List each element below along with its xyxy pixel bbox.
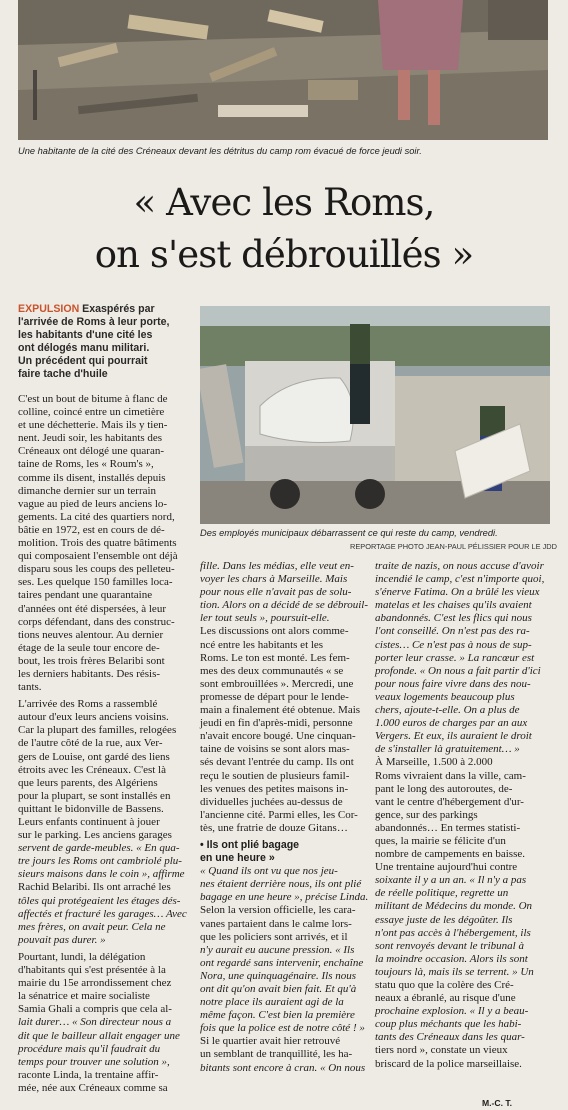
body-text-line: chers, ajoute-t-elle. On a plus de <box>375 704 520 717</box>
body-text-line: mée, née aux Créneaux comme sa <box>18 1081 168 1094</box>
body-text-line: profonde. « On nous a fait partir d'ici <box>375 664 541 677</box>
body-text-line: « Quand ils ont vu que nos jeu- <box>200 865 338 878</box>
body-text-line: autour d'eux leurs anciens voisins. <box>18 711 169 724</box>
body-text-line: taine de Roms, les « Roum's », <box>18 458 154 471</box>
body-text-line: Samia Ghali a compris que cela al- <box>18 1003 172 1016</box>
body-text-line: n'ont pas accès à l'hébergement, ils <box>375 926 531 939</box>
body-text-line: raconte Linda, la trentaine affir- <box>18 1068 159 1081</box>
body-text-line: servent de garde-meubles. « En qua- <box>18 842 180 855</box>
body-text-line: tants des Créneaux dans les quar- <box>375 1031 525 1044</box>
body-text-line: essaye juste de les dégoûter. Ils <box>375 913 513 926</box>
body-text-line: militant de Médecins du monde. On <box>375 900 533 913</box>
body-text-line: sés devant l'entrée du camp. Ils ont <box>200 756 354 769</box>
body-text-line: ont regardé sans intervenir, enchaîne <box>200 956 364 969</box>
body-text-line: que leurs parents, des Algériens <box>18 776 158 789</box>
body-text-line: promesse de départ pour le lende- <box>200 690 349 703</box>
body-text-line: n'avait encore bougé. Une cinquan- <box>200 730 356 743</box>
body-text-line: Vergers. Et eux, ils auraient le droit <box>375 730 532 743</box>
body-text-line: Leurs enfants continuent à jouer <box>18 816 160 828</box>
body-text-line: matelas et les chaises qu'ils avaient <box>375 599 532 612</box>
body-text-line: dividuelles juchées au-dessus de <box>200 795 343 808</box>
lead-line: faire tache d'huile <box>18 368 108 380</box>
body-text-line: Créneaux ont délogé une quaran- <box>18 445 164 458</box>
body-text-line: tants. <box>18 681 42 694</box>
body-text-line: pour la plupart, se sont installés en <box>18 789 171 802</box>
body-text-line: coup plus méchants que les habi- <box>375 1018 522 1031</box>
body-text-line: pour nous faire vivre dans des nou- <box>375 677 531 690</box>
body-text-line: tôles qui protégeaient les étages dés- <box>18 894 181 907</box>
body-text-line: affectés et fracturé les garages… Avec <box>18 907 187 920</box>
lead-line <box>18 303 196 316</box>
body-text-line: dit que le bailleur allait engager une <box>18 1029 180 1042</box>
body-text-line: cistes… Ce n'est pas à nous de sup- <box>375 638 532 651</box>
body-text-line: qui composaient l'ensemble ont déjà <box>18 550 178 563</box>
body-text-line: fois que la police est de notre côté ! » <box>200 1022 365 1035</box>
body-text-line: l'ont conseillé. On n'est pas des ra- <box>375 625 530 638</box>
body-text-line: pour nous elle n'avait pas de solu- <box>200 586 352 599</box>
body-text-line: abandonnés. C'est les flics qui nous <box>375 612 532 625</box>
photo-camp-debris <box>18 0 548 140</box>
lead-line: Un précédent qui pourrait <box>18 355 148 367</box>
body-text-line: vanes partaient dans le calme lors- <box>200 917 352 930</box>
body-text-line: ques, la mairie se félicite d'un <box>375 834 506 847</box>
body-text-line: vant le centre d'hébergement d'ur- <box>375 795 524 808</box>
body-text-line: n'y aurait eu aucune pression. « Ils <box>200 943 355 956</box>
photo-caption-top: Une habitante de la cité des Créneaux devant les détritus du camp rom évacué de force jeudi soir. <box>18 146 422 156</box>
headline-line-1: « Avec les Roms, <box>133 181 435 224</box>
body-text-line: mes des deux communautés « se <box>200 664 344 677</box>
body-text-line: bitants sont encore à cran. « On nous <box>200 1061 366 1074</box>
body-text-line: fille. Dans les médias, elle veut en- <box>200 560 354 572</box>
body-text-line: statu quo que la colère des Cré- <box>375 979 514 991</box>
lead-line: ont délogés manu militari. <box>18 342 150 354</box>
body-text-line: s'énerve Fatima. On a brûlé les vieux <box>375 586 540 599</box>
body-text-line: molition. Trois des quatre bâtiments <box>18 537 177 550</box>
body-text-line: tions neuves alentour. Au dernier <box>18 628 164 641</box>
article-column-1 <box>18 393 198 1095</box>
body-text-line: tès, une fratrie de douze Gitans… <box>200 821 348 834</box>
lead-text: Exaspérés par <box>79 303 155 315</box>
body-text-line: prochaine explosion. « Il y a beau- <box>375 1005 529 1018</box>
lead-line: l'arrivée de Roms à leur porte, <box>18 316 170 328</box>
subheading-line: en une heure » <box>200 852 275 865</box>
body-text-line: taine de voisins se sont alors mas- <box>200 743 350 756</box>
body-text-line: reçu le soutien de plusieurs famil- <box>200 769 350 782</box>
body-text-line: étroits avec les Créneaux. C'est là <box>18 763 166 776</box>
body-text-line: traite de nazis, on nous accuse d'avoir <box>375 560 544 572</box>
body-text-line: tiers nord », constate un vieux <box>375 1044 508 1057</box>
body-text-line: procédure mais qu'il faudrait du <box>18 1042 161 1055</box>
body-text-line: que les policiers sont arrivés, et il <box>200 930 348 943</box>
lead-paragraph <box>18 303 196 381</box>
body-text-line: gements. La cité des quartiers nord, <box>18 510 175 523</box>
body-text-line: ont dit qu'on avait bien fait. Et qu'à <box>200 983 357 995</box>
subheading-line: • Ils ont plié bagage <box>200 838 300 851</box>
body-text-line: un semblant de tranquillité, les ha- <box>200 1048 353 1061</box>
body-text-line: soixante il y a un an. « Il n'y a pas <box>375 874 527 887</box>
headline-line-2: on s'est débrouillés » <box>94 233 474 276</box>
body-text-line: mes frères, on avait peur. Cela ne <box>18 920 166 933</box>
body-text-line: Pourtant, lundi, la délégation <box>18 950 146 963</box>
body-text-line: sieurs maisons dans le coin », affirme <box>18 868 185 881</box>
body-text-line: bout, les trois frères Belaribi sont <box>18 654 165 667</box>
body-text-line: notre place ils auraient agi de la <box>200 996 344 1009</box>
body-text-line: Selon la version officielle, les cara- <box>200 904 356 917</box>
body-text-line: de réelle politique, regrette un <box>375 887 509 900</box>
body-text-line: pant le long des autoroutes, de- <box>375 782 513 795</box>
body-text-line: porter leur crasse. » La rancœur est <box>375 651 535 664</box>
body-text-line: nombre de campements en baisse. <box>375 848 525 861</box>
body-text-line: l'ancienne cité. Parmi elles, les Cor- <box>200 808 358 821</box>
body-text-line: les venues des petites maisons in- <box>200 782 349 795</box>
body-text-line: Nora, une quinquagénaire. Ils nous <box>200 969 357 982</box>
body-text-line: la sénatrice et maire socialiste <box>18 990 150 1003</box>
body-text-line: nes étaient derrière nous, ils ont plié <box>200 878 362 891</box>
body-text-line: Car la plupart des familles, relogées <box>18 724 177 737</box>
article-column-2 <box>200 560 372 1075</box>
body-text-line: jeudi en fin d'après-midi, personne <box>200 717 353 730</box>
body-text-line: briscard de la police marseillaise. <box>375 1057 522 1070</box>
photo-municipal-truck <box>200 306 550 524</box>
body-text-line: bâtie en 1972, est en cours de dé- <box>18 523 165 536</box>
body-text-line: comme ils disent, installés depuis <box>18 471 166 484</box>
body-text-line: 1.000 euros de charges par an aux <box>375 717 528 730</box>
body-text-line: nent. Jeudi soir, les habitants des <box>18 432 163 445</box>
body-text-line: colline, coincé entre un cimetière <box>18 406 165 419</box>
photo-credit: REPORTAGE PHOTO JEAN-PAUL PÉLISSIER POUR LE JDD <box>350 542 557 551</box>
section-kicker: EXPULSION <box>18 303 80 315</box>
body-text-line: toujours là, mais ils se terrent. » Un <box>375 965 534 978</box>
body-text-line: abandonnés… En termes statisti- <box>375 821 521 834</box>
body-text-line: d'habitants qui s'est présentée à la <box>18 964 166 977</box>
body-text-line: quittant le bidonville de Bassens. <box>18 802 164 815</box>
article-column-3 <box>375 560 553 1071</box>
body-text-line: Rachid Belaribi. Ils ont arraché les <box>18 881 171 894</box>
body-text-line: incendié le camp, c'est n'importe quoi, <box>375 573 545 586</box>
author-signature: M.-C. T. <box>482 1098 513 1108</box>
body-text-line: veaux logements beaucoup plus <box>375 690 515 703</box>
body-text-line: main a finalement été obtenue. Mais <box>200 704 361 717</box>
body-text-line: lait durer… « Son directeur nous a <box>18 1016 172 1029</box>
body-text-line: dimanche dernier sur un terrain <box>18 484 157 497</box>
body-text-line: taires pendant une quarantaine <box>18 589 153 602</box>
body-text-line: vague au pied de leurs anciens lo- <box>18 497 168 510</box>
body-text-line: C'est un bout de bitume à flanc de <box>18 393 168 405</box>
body-text-line: les derniers habitants. Des résis- <box>18 667 161 680</box>
body-text-line: de l'autre côté de la rue, aux Ver- <box>18 737 163 750</box>
body-text-line: À Marseille, 1.500 à 2.000 <box>375 756 493 769</box>
body-text-line: L'arrivée des Roms a rassemblé <box>18 698 158 711</box>
body-text-line: pouvait pas durer. » <box>18 933 106 946</box>
body-text-line: corps défendant, dans des construc- <box>18 615 175 628</box>
lead-line: les habitants d'une cité les <box>18 329 153 341</box>
body-text-line: sont renvoyés devant le tribunal à <box>375 939 524 952</box>
body-text-line: voyer les chars à Marseille. Mais <box>200 573 348 586</box>
body-text-line: Roms vivraient dans la ville, cam- <box>375 769 526 782</box>
body-text-line: Si le quartier avait hier retrouvé <box>200 1035 341 1048</box>
body-text-line: Une trentaine aujourd'hui contre <box>375 861 518 874</box>
body-text-line: neaux a ébranlé, au risque d'une <box>375 992 516 1005</box>
body-text-line: sont embrouillées ». Mercredi, une <box>200 677 354 690</box>
body-text-line: de s'installer là gratuitement… » <box>375 743 520 756</box>
body-text-line: mairie du 15e arrondissement chez <box>18 977 172 990</box>
body-text-line: ncé entre les habitants et les <box>200 638 324 651</box>
body-text-line: étage de la seule tour encore de- <box>18 641 160 654</box>
body-text-line: même façon. C'est bien la première <box>200 1009 355 1022</box>
body-text-line: ses. Les quelque 150 familles loca- <box>18 576 173 589</box>
body-text-line: tion. Alors on a décidé de se débrouil- <box>200 599 369 612</box>
body-text-line: temps pour trouver une solution », <box>18 1055 170 1068</box>
body-text-line: disparu sous les coups des pelleteu- <box>18 563 175 576</box>
photo-caption-truck: Des employés municipaux débarrassent ce qui reste du camp, vendredi. <box>200 528 498 538</box>
body-text-line: gers de Louise, ont gardé des liens <box>18 750 170 763</box>
body-text-line: la moindre occasion. Alors ils sont <box>375 952 528 965</box>
body-text-line: d'années ont été dispersées, à leur <box>18 602 166 615</box>
body-text-line: sur le parking. Les anciens garages <box>18 829 172 842</box>
body-text-line: bagage en une heure », précise Linda. <box>200 891 369 904</box>
body-text-line: Les discussions ont alors comme- <box>200 625 349 638</box>
body-text-line: tre jours les Roms ont cambriolé plu- <box>18 855 182 868</box>
body-text-line: ler tout seuls », poursuit-elle. <box>200 612 330 625</box>
body-text-line: gence, sur des parkings <box>375 808 478 821</box>
body-text-line: et une déchetterie. Mais ils y tien- <box>18 419 168 432</box>
body-text-line: Roms. Le ton est monté. Les fem- <box>200 651 350 664</box>
